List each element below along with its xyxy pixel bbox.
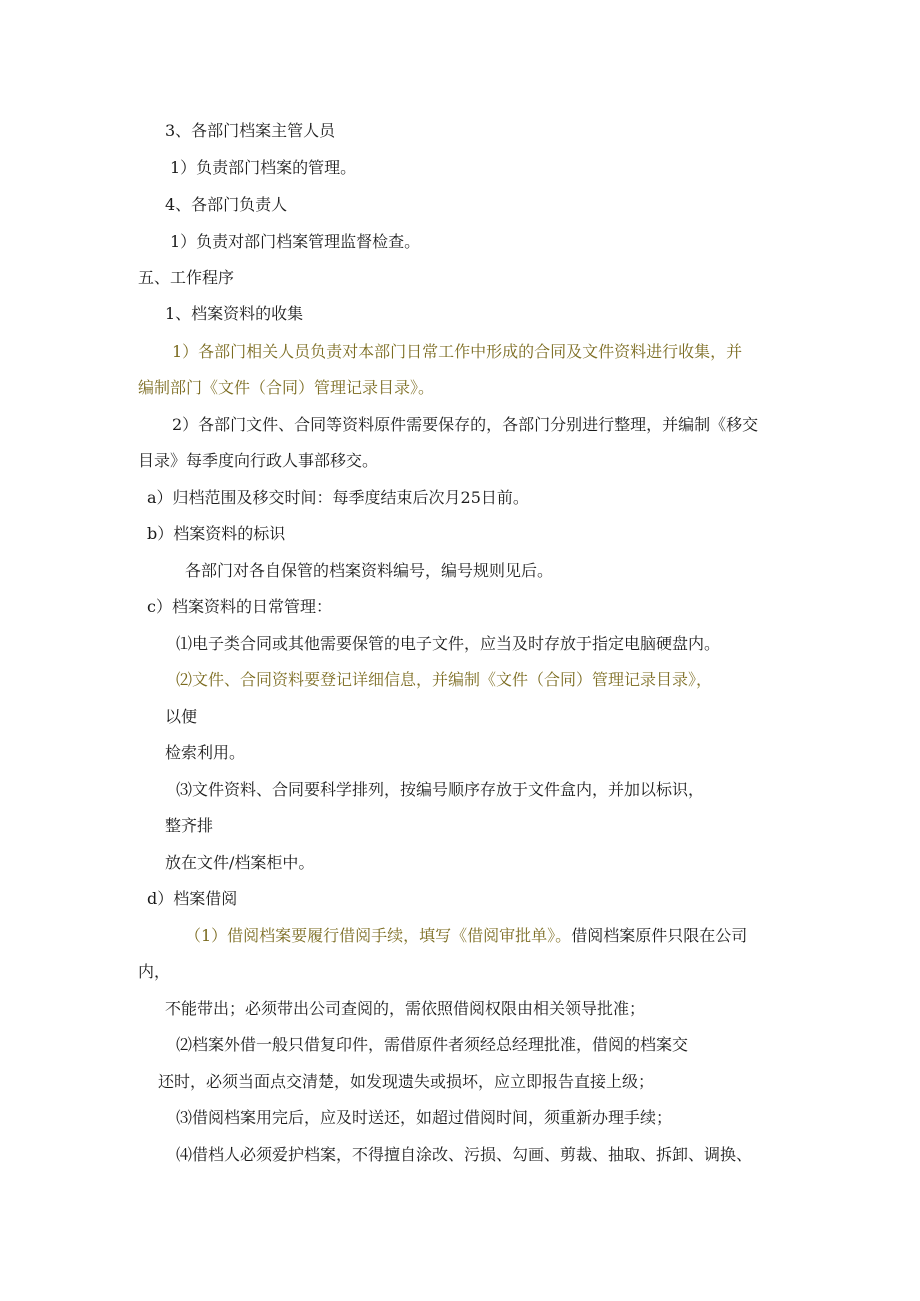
paragraph-cont: 目录》每季度向行政人事部移交。 xyxy=(138,451,379,470)
item-c: c）档案资料的日常管理： xyxy=(147,597,332,616)
subsection-heading-collection: 1、档案资料的收集 xyxy=(165,304,304,323)
paragraph-highlight-cont: 编制部门《文件（合同）管理记录目录》。 xyxy=(138,378,435,397)
paragraph: 1）负责对部门档案管理监督检查。 xyxy=(170,232,421,251)
sub-item-3-cont: 放在文件/档案柜中。 xyxy=(165,853,315,872)
borrow-rule-1-cont: 不能带出；必须带出公司查阅的，需依照借阅权限由相关领导批准； xyxy=(165,999,646,1018)
borrow-rule-2: ⑵档案外借一般只借复印件，需借原件者须经总经理批准，借阅的档案交 xyxy=(176,1035,689,1054)
paragraph: 各部门对各自保管的档案资料编号，编号规则见后。 xyxy=(185,561,554,580)
item-b: b）档案资料的标识 xyxy=(147,524,286,543)
chapter-heading-work-procedure: 五、工作程序 xyxy=(138,268,235,287)
item-d: d）档案借阅 xyxy=(147,889,238,908)
borrow-rule-1-cont: 内， xyxy=(138,962,171,981)
borrow-rule-1-text: （1）借阅档案要履行借阅手续，填写《借阅审批单》。 xyxy=(185,926,572,945)
item-a: a）归档范围及移交时间：每季度结束后次月25日前。 xyxy=(147,488,529,507)
sub-item-3: ⑶文件资料、合同要科学排列，按编号顺序存放于文件盒内，并加以标识， xyxy=(176,780,705,799)
sub-item-2-cont: 以便 xyxy=(165,707,198,726)
paragraph: 2）各部门文件、合同等资料原件需要保存的，各部门分别进行整理，并编制《移交 xyxy=(172,415,759,434)
borrow-rule-1 xyxy=(185,925,747,947)
sub-item-3-cont: 整齐排 xyxy=(165,816,214,835)
section-heading-3: 3、各部门档案主管人员 xyxy=(165,121,336,140)
sub-item-2-highlight: ⑵文件、合同资料要登记详细信息，并编制《文件（合同）管理记录目录》， xyxy=(176,670,713,689)
borrow-rule-2-cont: 还时，必须当面点交清楚，如发现遗失或损坏，应立即报告直接上级； xyxy=(158,1072,655,1091)
borrow-rule-4: ⑷借档人必须爱护档案，不得擅自涂改、污损、勾画、剪裁、抽取、拆卸、调换、 xyxy=(176,1145,753,1164)
paragraph-highlight: 1）各部门相关人员负责对本部门日常工作中形成的合同及文件资料进行收集，并 xyxy=(172,342,743,361)
borrow-rule-3: ⑶借阅档案用完后，应及时送还，如超过借阅时间，须重新办理手续； xyxy=(176,1108,673,1127)
section-heading-4: 4、各部门负责人 xyxy=(165,195,288,214)
sub-item-1: ⑴电子类合同或其他需要保管的电子文件，应当及时存放于指定电脑硬盘内。 xyxy=(176,634,721,653)
paragraph: 1）负责部门档案的管理。 xyxy=(170,158,357,177)
borrow-rule-1-rest: 借阅档案原件只限在公司 xyxy=(571,926,748,945)
sub-item-2-cont: 检索利用。 xyxy=(165,743,246,762)
